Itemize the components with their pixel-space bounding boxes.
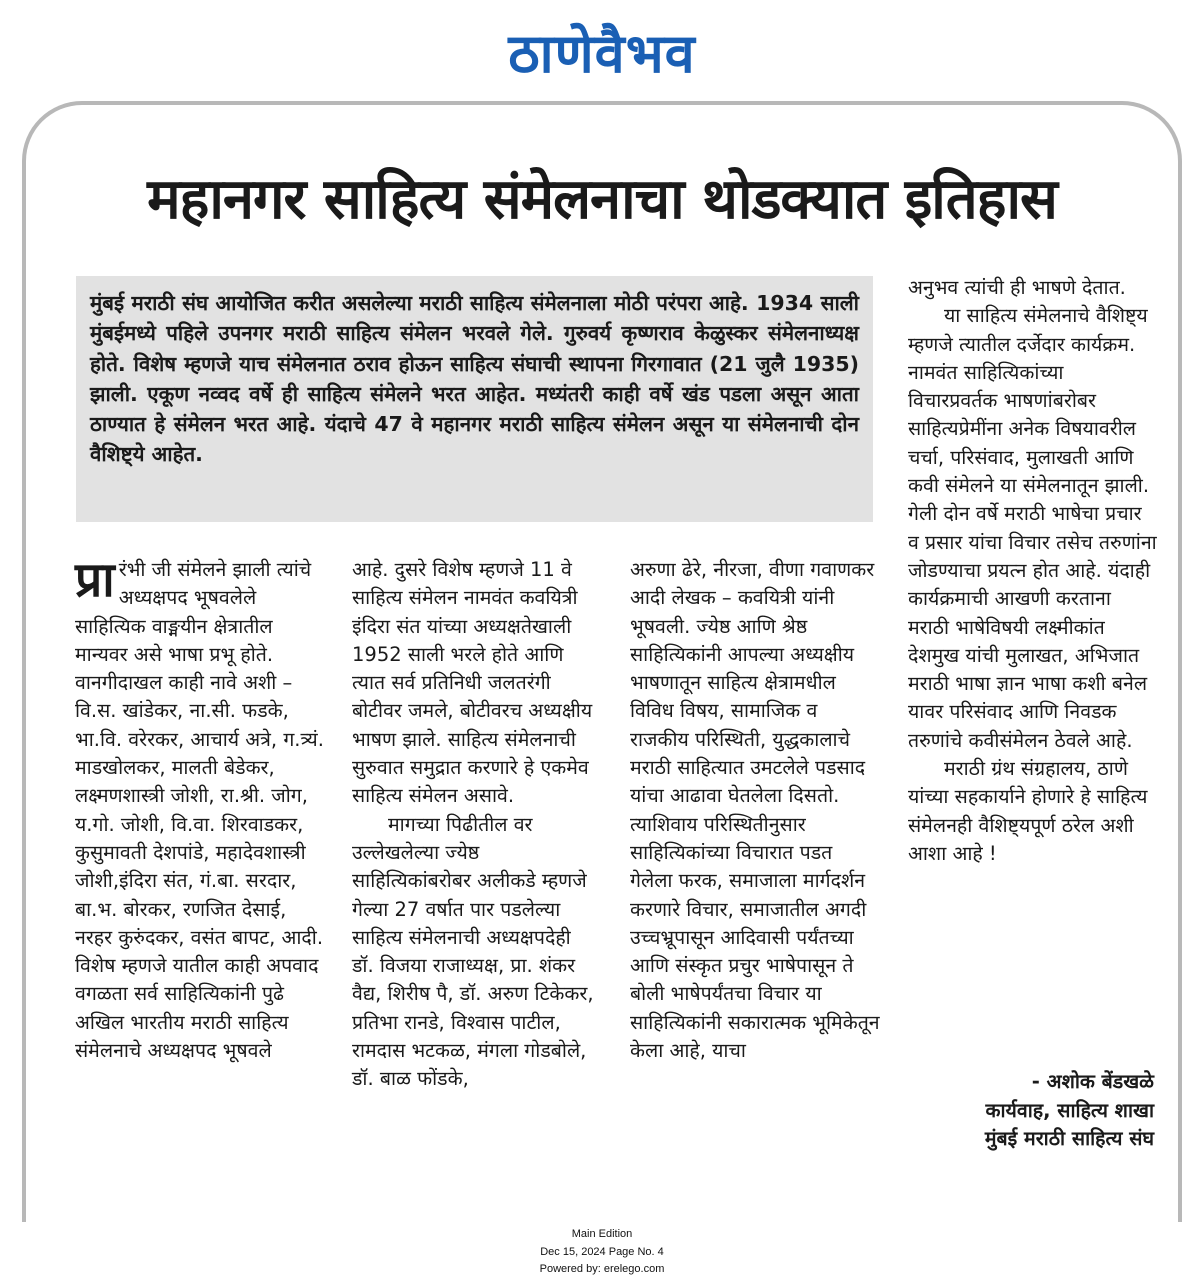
article-column-2 — [352, 556, 594, 1094]
article-column-4 — [908, 274, 1158, 868]
powered-by-link[interactable]: Powered by: erelego.com — [539, 1263, 665, 1275]
column-2-paragraph-1: आहे. दुसरे विशेष म्हणजे 11 वे साहित्य संमेलन नामवंत कवयित्री इंदिरा संत यांच्या अध्यक्षतेखाली 1952 साली भरले होते आणि त्यात सर्व प्रतिनिधी जलतरंगी बोटीवर जमले, बोटीवरच अध्यक्षीय भाषण झाले. साहित्य संमेलनाची सुरुवात समुद्रात करणारे हे एकमेव साहित्य संमेलन असावे. — [352, 558, 593, 808]
column-3-paragraph: अरुणा ढेरे, नीरजा, वीणा गवाणकर आदी लेखक – कवयित्री यांनी भूषवली. ज्येष्ठ आणि श्रेष्ठ साहित्यिकांनी आपल्या अध्यक्षीय भाषणातून साहित्य क्षेत्रामधील विविध विषय, सामाजिक व राजकीय परिस्थिती, युद्धकालाचे मराठी साहित्यात उमटलेले पडसाद यांचा आढावा घेतलेला दिसतो. त्याशिवाय परिस्थितीनुसार साहित्यिकांच्या विचारात पडत गेलेला फरक, समाजाला मार्गदर्शन करणारे विचार, समाजातील अगदी उच्चभ्रूपासून आदिवासी पर्यंतच्या आणि संस्कृत प्रचुर भाषेपासून ते बोली भाषेपर्यंतचा विचार या साहित्यिकांनी सकारात्मक भूमिकेतून केला आहे, याचा — [630, 558, 880, 1063]
page-footer — [0, 1226, 1204, 1279]
column-1-paragraph — [75, 552, 325, 1065]
author-byline — [900, 1068, 1154, 1154]
column-4-paragraph-2: या साहित्य संमेलनाचे वैशिष्ट्य म्हणजे त्यातील दर्जेदार कार्यक्रम. नामवंत साहित्यिकांच्या विचारप्रवर्तक भाषणांबरोबर साहित्यप्रेमींना अनेक विषयावरील चर्चा, परिसंवाद, मुलाखती आणि कवी संमेलने या संमेलनातून झाली. गेली दोन वर्षे मराठी भाषेचा प्रचार व प्रसार यांचा विचार तसेच तरुणांना जोडण्याचा प्रयत्न होत आहे. यंदाही कार्यक्रमाची आखणी करताना मराठी भाषेविषयी लक्ष्मीकांत देशमुख यांची मुलाखत, अभिजात मराठी भाषा ज्ञान भाषा कशी बनेल यावर परिसंवाद आणि निवडक तरुणांचे कवीसंमेलन ठेवले आहे. — [908, 304, 1157, 752]
author-organization: मुंबई मराठी साहित्य संघ — [984, 1127, 1154, 1150]
date-page-label: Dec 15, 2024 Page No. 4 — [540, 1245, 664, 1258]
article-column-1 — [75, 552, 325, 1065]
column-4-paragraph-1: अनुभव त्यांची ही भाषणे देतात. — [908, 276, 1126, 299]
column-4-paragraph-3: मराठी ग्रंथ संग्रहालय, ठाणे यांच्या सहकार्याने होणारे हे साहित्य संमेलनही वैशिष्ट्यपूर्ण ठरेल अशी आशा आहे ! — [908, 757, 1148, 865]
author-role: कार्यवाह, साहित्य शाखा — [985, 1098, 1154, 1122]
column-1-text: रंभी जी संमेलने झाली त्यांचे अध्यक्षपद भूषवलेले साहित्यिक वाङ्मयीन क्षेत्रातील मान्यवर असे भाषा प्रभू होते. वानगीदाखल काही नावे अशी – वि.स. खांडेकर, ना.सी. फडके, भा.वि. वरेरकर, आचार्य अत्रे, ग.त्र्यं. माडखोलकर, मालती बेडेकर, लक्ष्मणशास्त्री जोशी, रा.श्री. जोग, य.गो. जोशी, वि.वा. शिरवाडकर, कुसुमावती देशपांडे, महादेवशास्त्री जोशी,इंदिरा संत, गं.बा. सरदार, बा.भ. बोरकर, रणजित देसाई, नरहर कुरुंदकर, वसंत बापट, आदी. विशेष म्हणजे यातील काही अपवाद वगळता सर्व साहित्यिकांनी पुढे अखिल भारतीय मराठी साहित्य संमेलनाचे अध्यक्षपद भूषवले — [75, 558, 324, 1063]
intro-summary-box: मुंबई मराठी संघ आयोजित करीत असलेल्या मराठी साहित्य संमेलनाला मोठी परंपरा आहे. 1934 साली मुंबईमध्ये पहिले उपनगर मराठी साहित्य संमेलन भरवले गेले. गुरुवर्य कृष्णराव केळुस्कर संमेलनाध्यक्ष होते. विशेष म्हणजे याच संमेलनात ठराव होऊन साहित्य संघाची स्थापना गिरगावात (21 जुलै 1935) झाली. एकूण नव्वद वर्षे ही साहित्य संमेलने भरत आहेत. मध्यंतरी काही वर्षे खंड पडला असून आता ठाण्यात हे संमेलन भरत आहे. यंदाचे 47 वे महानगर मराठी साहित्य संमेलन असून या संमेलनाची दोन वैशिष्ट्ये आहेत. — [76, 276, 873, 522]
column-2-paragraph-2: मागच्या पिढीतील वर उल्लेखलेल्या ज्येष्ठ साहित्यिकांबरोबर अलीकडे म्हणजे गेल्या 27 वर्षात पार पडलेल्या साहित्य संमेलनाची अध्यक्षपदेही डॉ. विजया राजाध्यक्ष, प्रा. शंकर वैद्य, शिरीष पै, डॉ. अरुण टिकेकर, प्रतिभा रानडे, विश्वास पाटील, रामदास भटकळ, मंगला गोडबोले, डॉ. बाळ फोंडके, — [352, 812, 594, 1091]
newspaper-masthead — [0, 14, 1204, 94]
article-headline: महानगर साहित्य संमेलनाचा थोडक्यात इतिहास — [147, 167, 1057, 232]
author-name: - अशोक बेंडखळे — [1031, 1070, 1154, 1093]
masthead-logo: ठाणेवैभव — [508, 22, 696, 85]
drop-cap: प्रा — [75, 552, 115, 608]
edition-label: Main Edition — [571, 1228, 633, 1240]
article-column-3 — [630, 556, 880, 1065]
